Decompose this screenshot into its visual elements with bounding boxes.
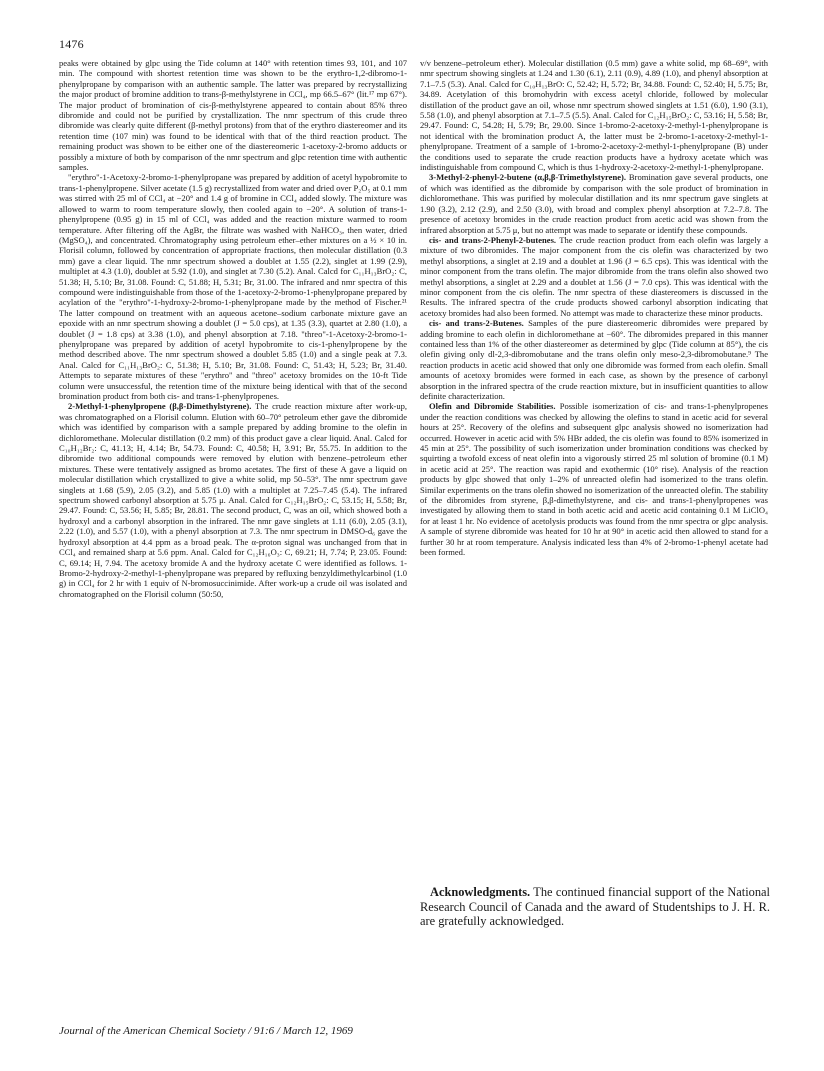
paragraph <box>420 172 768 234</box>
paragraph-text: Possible isomerization of cis- and trans-1-phenylpropenes under the reaction conditions was checked by allowing the olefins to stand in acetic acid for several hours at 25°. Recovery of the olefins and subsequent glpc analysis showed no isomerization had occurred. However in acetic acid with 5% HBr added, the cis olefin was found to 85% isomerized in 45 min at 25°. The possibility of such isomerization under bromination conditions was checked by squirting a twofold excess of neat olefin into a vigorously stirred 25 ml solution of bromine (0.1 M) in acetic acid at 25°. The reaction was rapid and exothermic (10° rise). Analysis of the reaction products by glpc showed that only 1–2% of unreacted olefin had isomerized to the trans olefin. Similar experiments on the trans olefin showed no isomerization of the unreacted olefin. The stability of the dibromides from styrene, β,β-dimethylstyrene, and cis- and trans-1-phenylpropenes was investigated by allowing them to stand in both acetic acid and acetic acid containing 0.1 M LiClO₄ for at least 1 hr. No evidence of acetolysis products was found from the nmr spectra or glpc analysis. A sample of styrene dibromide was heated for 10 hr at 90° in acetic acid then allowed to stand for a further 30 hr at room temperature. Analysis indicated less than 4% of 2-bromo-1-phenyl acetate had been formed. <box>420 401 768 558</box>
paragraph <box>59 401 407 599</box>
paragraph <box>59 58 407 172</box>
paragraph <box>59 172 407 401</box>
paragraph <box>420 58 768 172</box>
paragraph-text: Samples of the pure diastereomeric dibromides were prepared by adding bromine to each olefin in dichloromethane at −60°. The dibromides prepared in this manner contained less than 1% of the other diastereomer as determined by glpc (Tide column at 85°), the cis olefin giving only dl-2,3-dibromobutane and the trans olefin only meso-2,3-dibromobutane.⁹ The reaction products in acetic acid showed that only one dibromide was formed from each olefin. Small amounts of acetoxy bromides were formed in each case, as shown by the presence of carbonyl absorption in the infrared spectra of the crude reaction mixture, but in insufficient quantities to allow definite characterization. <box>420 318 768 401</box>
paragraph <box>420 318 768 401</box>
acknowledgments <box>420 885 770 929</box>
left-column <box>59 58 407 599</box>
section-heading: Olefin and Dibromide Stabilities. <box>429 401 556 412</box>
page-number: 1476 <box>59 37 84 51</box>
paragraph-text: Bromination gave several products, one of which was identified as the dibromide by comparison with the sole product of bromination in dichloromethane. This was purified by molecular distillation and its nmr spectrum gave singlets at 1.90 (3.2), 2.12 (2.9), and 2.50 (3.0), with broad and complex phenyl absorption at 7.2–7.8. The presence of acetoxy bromides in the crude reaction product from acetic acid was shown from the infrared absorption at 5.75 μ, but no attempt was made to separate or identify these compounds. <box>420 172 768 235</box>
paragraph <box>420 235 768 318</box>
acknowledgments-heading: Acknowledgments. <box>430 885 531 899</box>
paragraph-text: The crude reaction mixture after work-up, was chromatographed on a Florisil column. Elution with 60–70° petroleum ether gave the dibromide which was identified by comparison with a sample prepared by adding bromine to the olefin in dichloromethane. Molecular distillation (0.2 mm) of this product gave a clear liquid. Anal. Calcd for C₁₀H₁₂Br₂: C, 41.13; H, 4.14; Br, 54.73. Found: C, 40.58; H, 3.91; Br, 55.75. In addition to the dibromide two additional compounds were removed by elution with benzene–petroleum ether mixtures. These were tentatively assigned as bromo acetates. The first of these A gave a liquid on molecular distillation which crystallized to give a white solid, mp 50–53°. The nmr spectrum gave singlets at 1.68 (5.9), 2.05 (3.2), and 5.85 (1.0) with a multiplet at 7.25–7.45 (5.4). The infrared spectrum showed carbonyl absorption at 5.75 μ. Anal. Calcd for C₁₂H₁₅BrO₂: C, 53.15; H, 5.58; Br, 29.47. Found: C, 53.56; H, 5.85; Br, 28.81. The second product, C, was an oil, which showed both a hydroxyl and a carbonyl absorption in the infrared. The nmr gave singlets at 1.11 (6.0), 2.05 (3.1), 2.22 (1.0), and 5.57 (1.0), with a phenyl absorption at 7.3. The nmr spectrum in DMSO-d₆ gave the hydroxyl absorption at 4.4 ppm as a broad peak. The α-proton signal was unchanged from that in CCl₄ and remained sharp at 5.6 ppm. Anal. Calcd for C₁₂H₁₆O₃: C, 69.21; H, 7.74; P, 23.05. Found: C, 69.14; H, 7.94. The acetoxy bromide A and the hydroxy acetate C were identified as follows. 1-Bromo-2-hydroxy-2-methyl-1-phenylpropane was prepared by refluxing benzyldimethylcarbinol (1.0 g) in CCl₄ for 2 hr with 1 equiv of N-bromosuccinimide. After work-up a crude oil was isolated and chromatographed on the Florisil column (50:50, <box>59 401 407 599</box>
paragraph-text: "erythro"-1-Acetoxy-2-bromo-1-phenylpropane was prepared by addition of acetyl hypobromite to trans-1-phenylpropene. Silver acetate (1.5 g) recrystallized from water and dried over P₂O₅ at 0.1 mm was stirred with 25 ml of CCl₄ at −20° and 1.4 g of bromine in CCl₄ added slowly. The mixture was allowed to warm to room temperature slowly, then cooled again to −20°. A solution of trans-1-phenylpropene (0.95 g) in 15 ml of CCl₄ was added and the reaction mixture warmed to room temperature. After filtering off the AgBr, the filtrate was washed with NaHCO₃, then water, dried (MgSO₄), and concentrated. Chromatography using petroleum ether–ether mixtures on a ½ × 10 in. Florisil column, followed by concentration of appropriate fractions, then molecular distillation (0.3 mm) gave a clear liquid. The nmr spectrum showed a doublet at 1.55 (2.2), singlet at 1.99 (2.9), multiplet at 4.3 (1.0), doublet at 5.92 (1.0), and singlet at 7.30 (5.2). Anal. Calcd for C₁₁H₁₃BrO₂: C, 51.38; H, 5.10; Br, 31.08. Found: C, 51.88; H, 5.31; Br, 31.00. The infrared and nmr spectra of this compound were indistinguishable from those of the 1-acetoxy-2-bromo-1-phenylpropane prepared by acylation of the "erythro"-1-hydroxy-2-bromo-1-phenylpropane made by the method of Fischer.²¹ The latter compound on treatment with an aqueous acetone–sodium carbonate mixture gave an epoxide with an nmr spectrum showing a doublet (J = 5.0 cps), at 1.35 (3.3), quartet at 2.80 (1.0), a doublet (J = 1.8 cps) at 3.38 (1.0), and phenyl absorption at 7.18. "threo"-1-Acetoxy-2-bromo-1-phenylpropane was prepared by addition of acetyl hypobromite to cis-1-phenylpropene by the method described above. The nmr spectrum showed a doublet 5.85 (1.0) and a single peak at 7.3. Anal. Calcd for C₁₁H₁₃BrO₂: C, 51.38; H, 5.10; Br, 31.08. Found: C, 51.43; H, 5.23; Br, 31.40. Attempts to separate mixtures of these "erythro" and "threo" acetoxy bromides on the 10-ft Tide column were unsuccessful, the retention time of the mixture being identical with that of the second bromination product from both cis- and trans-1-phenylpropenes. <box>59 172 407 401</box>
journal-footer: Journal of the American Chemical Society / 91:6 / March 12, 1969 <box>59 1025 353 1037</box>
paragraph-text: v/v benzene–petroleum ether). Molecular distillation (0.5 mm) gave a white solid, mp 68–69°, with nmr spectrum showing singlets at 1.24 and 1.30 (6.1), 2.11 (0.9), 4.89 (1.0), and phenyl absorption at 7.1–7.5 (5.3). Anal. Calcd for C₁₀H₁₃BrO: C, 52.42; H, 5.72; Br, 34.88. Found: C, 52.40; H, 5.75; Br, 34.89. Acetylation of this bromohydrin with excess acetyl chloride, followed by molecular distillation of the product gave an oil, whose nmr spectrum showed singlets at 1.51 (6.0), 1.90 (3.1), 5.58 (1.0), and phenyl absorption at 7.1–7.5 (5.5). Anal. Calcd for C₁₂H₁₅BrO₂: C, 53.16; H, 5.58; Br, 29.47. Found: C, 54.28; H, 5.79; Br, 29.00. Since 1-bromo-2-acetoxy-2-methyl-1-phenylpropane is not identical with the bromination product A, the latter must be 2-bromo-1-acetoxy-2-methyl-1-phenylpropane. Treatment of a sample of 1-bromo-2-acetoxy-2-methyl-1-phenylpropane (B) under the conditions used to separate the crude reaction products have a hydroxy acetate which was indistinguishable from compound C, which is thus 1-hydroxy-2-acetoxy-2-methyl-1-phenylpropane. <box>420 58 768 173</box>
paragraph <box>420 401 768 557</box>
section-heading: cis- and trans-2-Butenes. <box>429 318 524 329</box>
right-column <box>420 58 768 558</box>
acknowledgments-text: The continued financial support of the National Research Council of Canada and the award of Studentships to J. H. R. are gratefully acknowledged. <box>420 885 770 929</box>
paragraph-text: The crude reaction product from each olefin was largely a mixture of two dibromides. The major component from the cis olefin was characterized by two methyl absorptions, a singlet at 2.19 and a doublet at 1.96 (J = 6.5 cps). This was identical with the minor component from the trans olefin. The major dibromide from the trans olefin also showed two methyl absorptions, a singlet at 2.29 and a doublet at 1.56 (J = 7.0 cps). This was identical with the minor component from the cis olefin. The nmr spectra of these diastereomers is discussed in the Results. The infrared spectra of the crude products showed carbonyl absorption indicating that acetoxy bromides had also been formed. No attempt was made to characterize these minor products. <box>420 234 768 318</box>
section-heading: 2-Methyl-1-phenylpropene (β,β-Dimethylstyrene). <box>68 401 252 412</box>
paragraph-text: peaks were obtained by glpc using the Tide column at 140° with retention times 93, 101, and 107 min. The compound with shortest retention time was shown to be the erythro-1,2-dibromo-1-phenylpropane by comparison with an authentic sample. The latter was prepared by recrystallizing the major product of bromine addition to trans-β-methylstyrene in CCl₄, mp 66.5–67° (lit.¹⁷ mp 67°). The major product of bromination of cis-β-methylstyrene appeared to contain about 85% threo dibromide and could not be purified by crystallization. The nmr spectrum of this crude threo dibromide was clearly quite different (β-methyl protons) from that of the erythro diastereomer and its retention time (107 min) was found to be identical with that of the third reaction product. The remaining product was shown to be either one of the diastereomeric 1-acetoxy-2-bromo adducts or possibly a mixture of both by comparison of the nmr spectrum and glpc retention time with authentic samples. <box>59 58 407 173</box>
section-heading: cis- and trans-2-Phenyl-2-butenes. <box>429 234 557 245</box>
section-heading: 3-Methyl-2-phenyl-2-butene (α,β,β-Trimethylstyrene). <box>429 172 627 183</box>
